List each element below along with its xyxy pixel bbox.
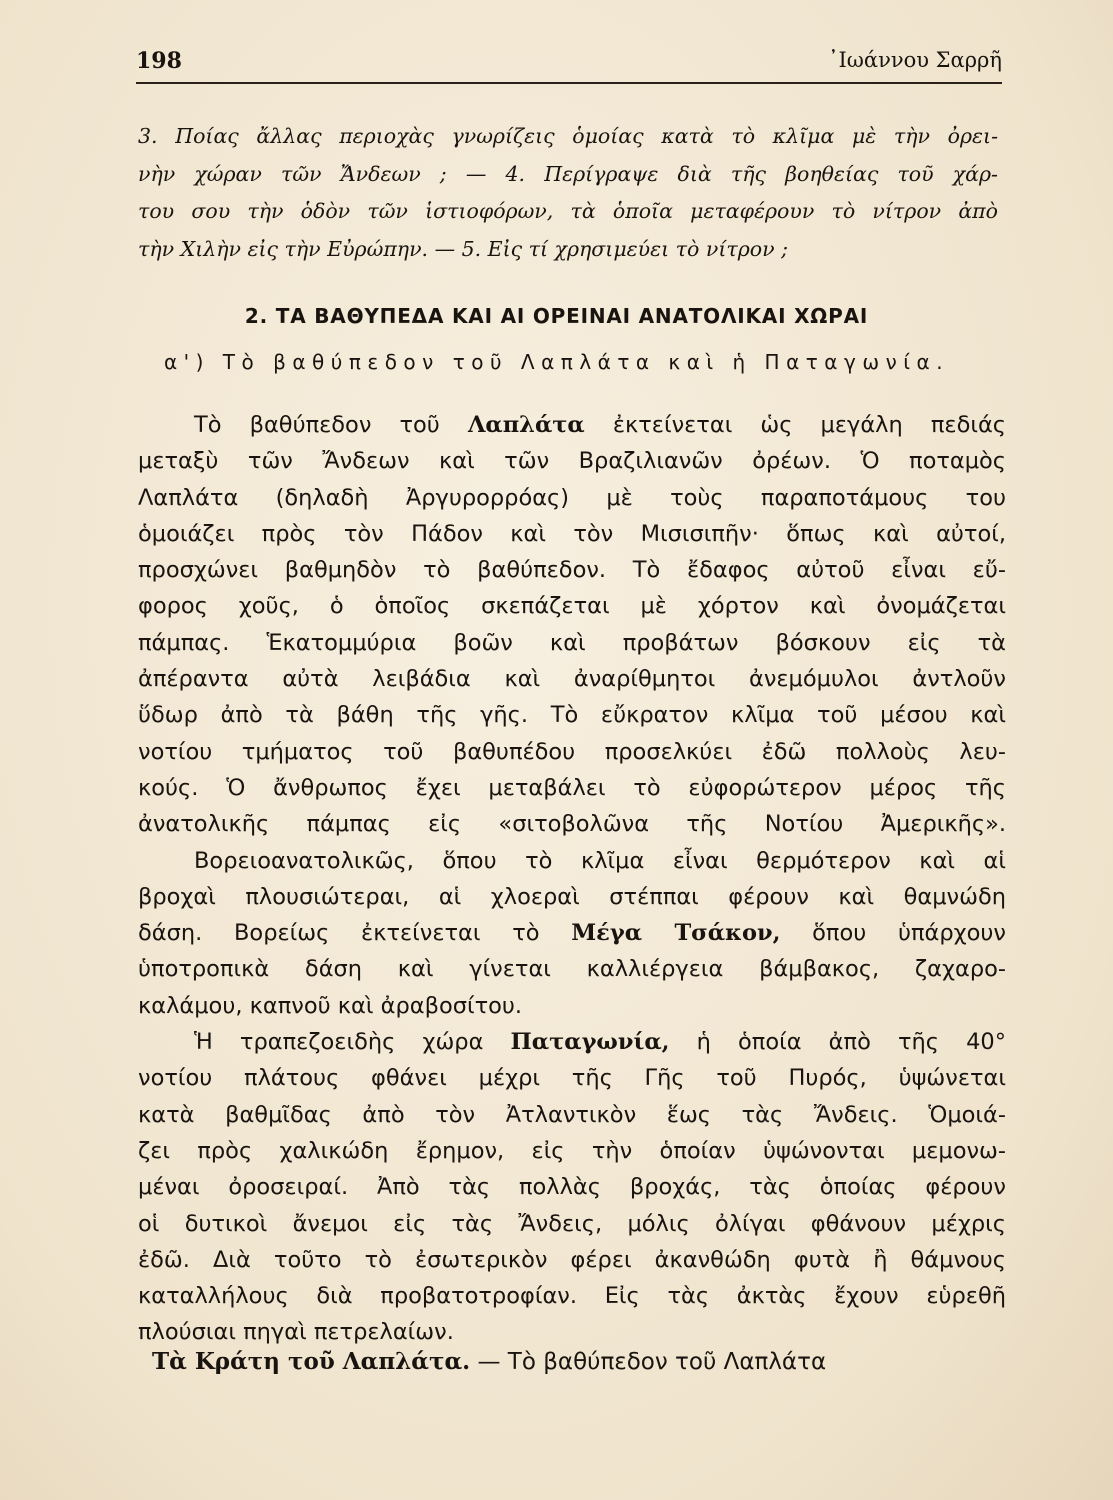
question-line: νὴν χώραν τῶν Ἄνδεων ; — 4. Περίγραψε διὰ τῆς βοηθείας τοῦ χάρ-: [138, 161, 998, 186]
term-patagonia: Παταγωνία,: [510, 1029, 670, 1056]
subsection-start: [152, 1348, 1012, 1375]
subsection-title: Τὰ Κράτη τοῦ Λαπλάτα.: [152, 1348, 471, 1375]
body-text: [138, 407, 1006, 1351]
text-line: προσχώνει βαθμηδὸν τὸ βαθύπεδον. Τὸ ἔδαφος αὐτοῦ εἶναι εὔ-: [138, 557, 1006, 584]
text-line: ἀνατολικῆς πάμπας εἰς «σιτοβολῶνα τῆς Νοτίου Ἀμερικῆς».: [138, 811, 1006, 838]
page-number: 198: [136, 48, 182, 74]
text-line: ἀπέραντα αὐτὰ λειβάδια καὶ ἀναρίθμητοι ἀνεμόμυλοι ἀντλοῦν: [138, 666, 1006, 693]
text-line: ὑποτροπικὰ δάση καὶ γίνεται καλλιέργεια βάμβακος, ζαχαρο-: [138, 956, 1006, 983]
text-line: δάση. Βορείως ἐκτείνεται τὸ Μέγα Τσάκον, ὅπου ὑπάρχουν: [138, 920, 1006, 947]
text-line: φορος χοῦς, ὁ ὁποῖος σκεπάζεται μὲ χόρτον καὶ ὀνομάζεται: [138, 593, 1006, 620]
text-line: κούς. Ὁ ἄνθρωπος ἔχει μεταβάλει τὸ εὐφορώτερον μέρος τῆς: [138, 774, 1006, 801]
text-line: ζει πρὸς χαλικώδη ἔρημον, εἰς τὴν ὁποίαν ὑψώνονται μεμονω-: [138, 1137, 1006, 1164]
text-line: κατὰ βαθμῖδας ἀπὸ τὸν Ἀτλαντικὸν ἕως τὰς Ἄνδεις. Ὁμοιά-: [138, 1101, 1006, 1128]
text-line: μέναι ὀροσειραί. Ἀπὸ τὰς πολλὰς βροχάς, τὰς ὁποίας φέρουν: [138, 1174, 1006, 1201]
text-line: οἱ δυτικοὶ ἄνεμοι εἰς τὰς Ἄνδεις, μόλις ὀλίγαι φθάνουν μέχρις: [138, 1210, 1006, 1237]
page-header: [136, 48, 1002, 88]
text-line: Βορειοανατολικῶς, ὅπου τὸ κλῖμα εἶναι θερμότερον καὶ αἱ: [194, 847, 1006, 874]
text-line: βροχαὶ πλουσιώτεραι, αἱ χλοεραὶ στέππαι φέρουν καὶ θαμνώδη: [138, 883, 1006, 910]
section-heading: 2. ΤΑ ΒΑΘΥΠΕΔΑ ΚΑΙ ΑΙ ΟΡΕΙΝΑΙ ΑΝΑΤΟΛΙΚΑΙ ΧΩΡΑΙ: [244, 304, 869, 328]
text-line: Λαπλάτα (δηλαδὴ Ἀργυρορρόας) μὲ τοὺς παραποτάμους του: [138, 484, 1006, 511]
header-rule: [136, 82, 1002, 84]
section-subheading: α') Τὸ βαθύπεδον τοῦ Λαπλάτα καὶ ἡ Παταγωνία.: [163, 350, 950, 374]
text-line: καταλλήλους διὰ προβατοτροφίαν. Εἰς τὰς ἀκτὰς ἔχουν εὑρεθῆ: [138, 1283, 1006, 1310]
term-gran-chaco: Μέγα Τσάκον,: [571, 920, 781, 947]
text-line: νοτίου πλάτους φθάνει μέχρι τῆς Γῆς τοῦ Πυρός, ὑψώνεται: [138, 1065, 1006, 1092]
term-laplata: Λαπλάτα: [467, 412, 585, 438]
text-line: νοτίου τμήματος τοῦ βαθυπέδου προσελκύει ἐδῶ πολλοὺς λευ-: [138, 738, 1006, 765]
question-line: του σου τὴν ὁδὸν τῶν ἱστιοφόρων, τὰ ὁποῖα μεταφέρουν τὸ νίτρον ἀπὸ: [138, 199, 998, 223]
text-line: Τὸ βαθύπεδον τοῦ Λαπλάτα ἐκτείνεται ὡς μεγάλη πεδιάς: [194, 412, 1006, 438]
text-line: Ἡ τραπεζοειδὴς χώρα Παταγωνία, ἡ ὁποία ἀπὸ τῆς 40°: [194, 1029, 1006, 1056]
text-line: ὕδωρ ἀπὸ τὰ βάθη τῆς γῆς. Τὸ εὔκρατον κλῖμα τοῦ μέσου καὶ: [138, 702, 1006, 729]
subsection-text: — Τὸ βαθύπεδον τοῦ Λαπλάτα: [470, 1349, 827, 1375]
question-line: τὴν Χιλὴν εἰς τὴν Εὐρώπην. — 5. Εἰς τί χρησιμεύει τὸ νίτρον ;: [138, 236, 789, 261]
text-line: ὁμοιάζει πρὸς τὸν Πάδον καὶ τὸν Μισισιπῆν· ὅπως καὶ αὐτοί,: [138, 520, 1006, 547]
running-head: ᾿Ιωάννου Σαρρῆ: [827, 48, 1002, 72]
review-questions: [138, 118, 998, 268]
text-line: πάμπας. Ἑκατομμύρια βοῶν καὶ προβάτων βόσκουν εἰς τὰ: [138, 629, 1006, 656]
text-line: ἐδῶ. Διὰ τοῦτο τὸ ἐσωτερικὸν φέρει ἀκανθώδη φυτὰ ἢ θάμνους: [138, 1246, 1006, 1273]
question-line: 3. Ποίας ἄλλας περιοχὰς γνωρίζεις ὁμοίας κατὰ τὸ κλῖμα μὲ τὴν ὀρει-: [138, 124, 998, 148]
text-line: μεταξὺ τῶν Ἄνδεων καὶ τῶν Βραζιλιανῶν ὀρέων. Ὁ ποταμὸς: [138, 448, 1006, 475]
text-line: καλάμου, καπνοῦ καὶ ἀραβοσίτου.: [138, 992, 523, 1019]
text-line: πλούσιαι πηγαὶ πετρελαίων.: [138, 1319, 454, 1346]
